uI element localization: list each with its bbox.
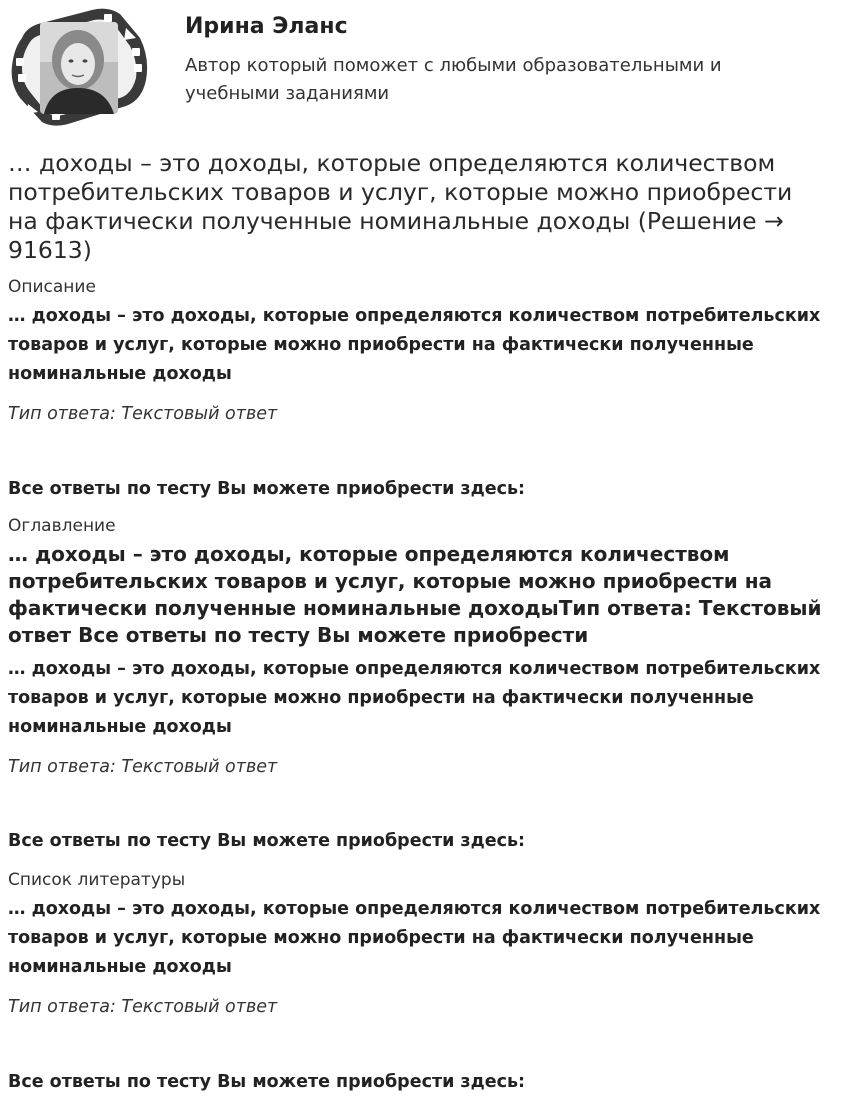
contents-buy-text: Все ответы по тесту Вы можете приобрести здесь: (8, 831, 526, 851)
contents-answer-type: Тип ответа: Текстовый ответ (8, 757, 278, 777)
author-name: Ирина Эланс (185, 14, 348, 39)
contents-detail (8, 655, 828, 778)
literature-section (8, 869, 828, 1018)
description-buy-text: Все ответы по тесту Вы можете приобрести здесь: (8, 479, 526, 499)
description-heading: Описание (8, 277, 96, 297)
contents-section (8, 515, 828, 649)
literature-answer-type: Тип ответа: Текстовый ответ (8, 997, 278, 1017)
description-answer-type: Тип ответа: Текстовый ответ (8, 404, 278, 424)
author-block (8, 8, 839, 128)
contents-heading: Оглавление (8, 516, 116, 536)
author-description: Автор который поможет с любыми образовательными и учебными заданиями (185, 55, 722, 104)
literature-buy-text: Все ответы по тесту Вы можете приобрести здесь: (8, 1072, 526, 1092)
literature-lead: … доходы – это доходы, которые определяются количеством потребительских товаров и услуг, которые можно приобрести на фактически полученные номинальные доходы (8, 899, 821, 977)
author-avatar (8, 8, 150, 126)
contents-lead: … доходы – это доходы, которые определяются количеством потребительских товаров и услуг, которые можно приобрести на фактически полученные номинальные доходы (8, 659, 821, 737)
contents-summary: … доходы – это доходы, которые определяются количеством потребительских товаров и услуг, которые можно приобрести на фактически полученные номинальные доходыТип ответа: Текстовый ответ Все ответы по тесту Вы можете приобрести (8, 542, 822, 647)
description-lead: … доходы – это доходы, которые определяются количеством потребительских товаров и услуг, которые можно приобрести на фактически полученные номинальные доходы (8, 306, 821, 384)
description-section (8, 276, 828, 425)
page-title: … доходы – это доходы, которые определяются количеством потребительских товаров и услуг, которые можно приобрести на фактически полученные номинальные доходы (Решение → 91613) (8, 149, 793, 264)
literature-heading: Список литературы (8, 870, 186, 890)
